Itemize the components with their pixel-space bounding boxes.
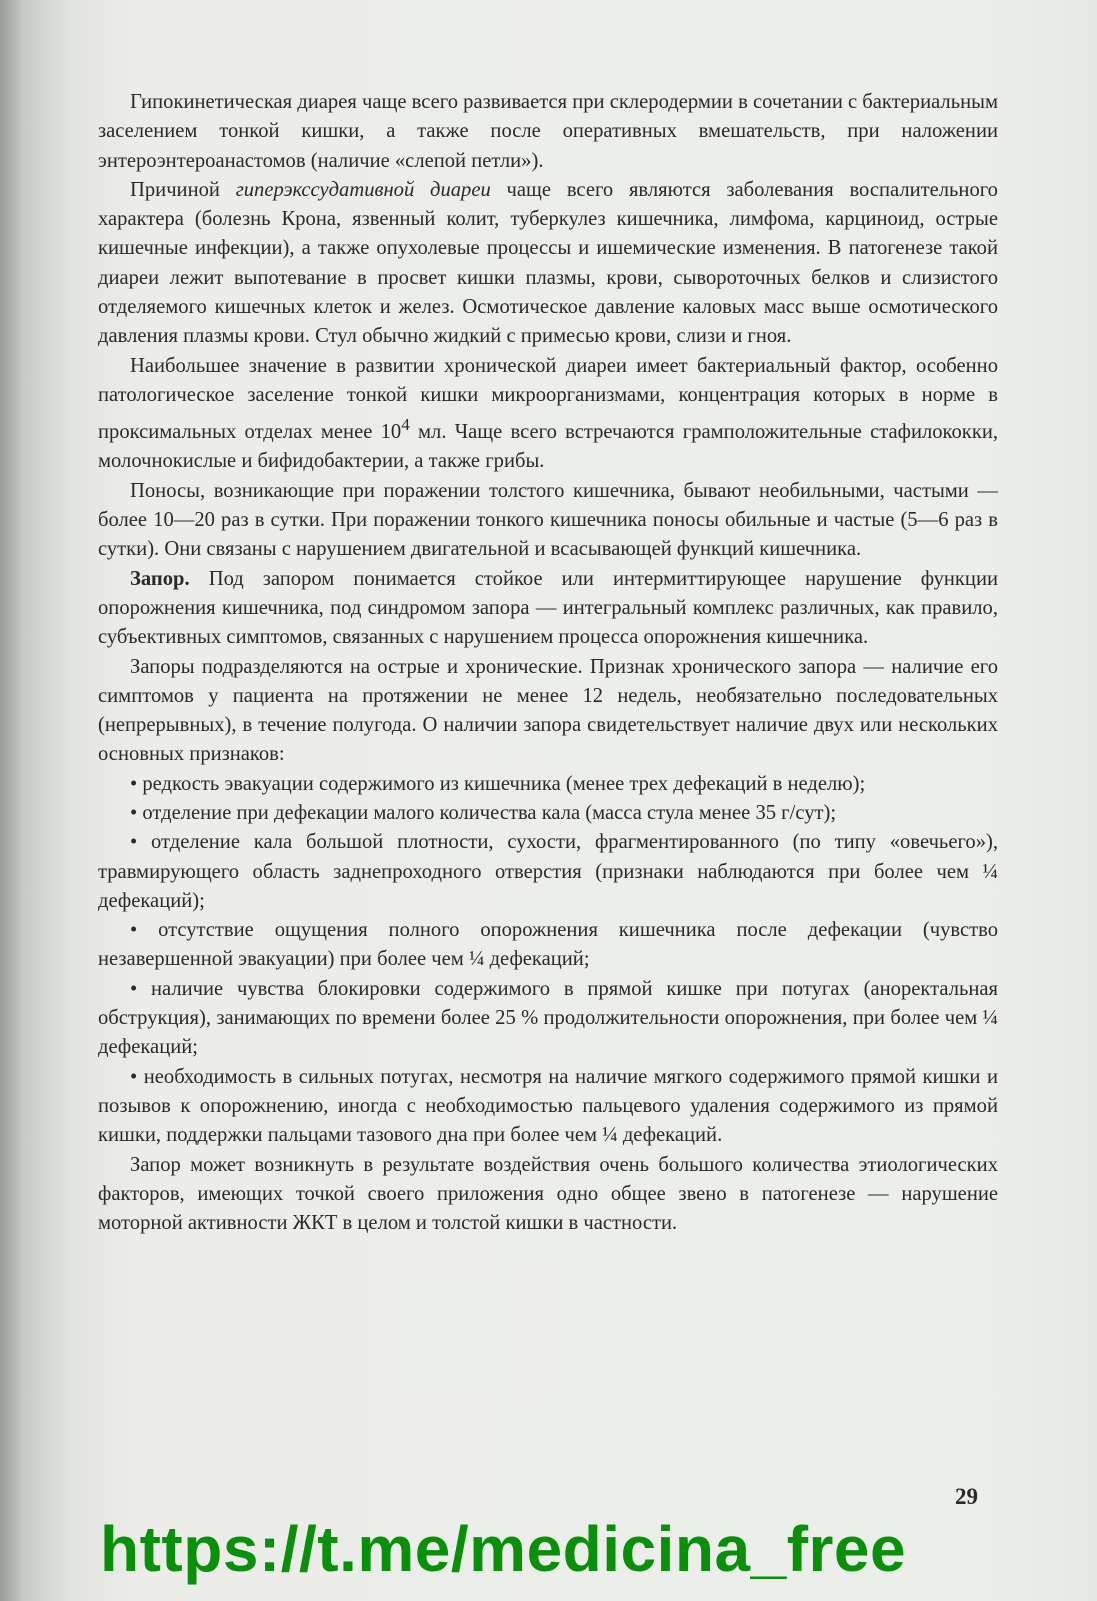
section-heading-constipation: Запор. — [130, 567, 190, 590]
paragraph-bacterial-factor — [98, 352, 998, 477]
paragraph-hyperexudative-start: Причиной — [130, 178, 236, 201]
list-item: • редкость эвакуации содержимого из кишечника (менее трех дефекаций в неделю); — [130, 772, 866, 795]
paragraph-constipation-classification: Запоры подразделяются на острые и хронические. Признак хронического запора — наличие его симптомов у пациента на протяжении не менее 12 недель, необязательно последовательных (непрерывных), в течение полугода. О наличии запора свидетельствует наличие двух или нескольких основных признаков: — [98, 655, 998, 766]
paragraph-hyperexudative-rest: чаще всего являются заболевания воспалительного характера (болезнь Крона, язвенный колит, туберкулез кишечника, лимфома, карциноид, острые кишечные инфекции), а также опухолевые процессы и ишемические изменения. В патогенезе такой диареи лежит выпотевание в просвет кишки плазмы, крови, сывороточных белков и слизистого отделяемого кишечных клеток и желез. Осмотическое давление каловых масс выше осмотического давления плазмы крови. Стул обычно жидкий с примесью крови, слизи и гноя. — [98, 178, 998, 348]
page-number: 29 — [955, 1484, 978, 1509]
list-item: • наличие чувства блокировки содержимого в прямой кишке при потугах (аноректальная обструкция), занимающих по времени более 25 % продолжительности опорожнения, при более чем ¼ дефекаций; — [98, 977, 998, 1059]
list-item: • отсутствие ощущения полного опорожнения кишечника после дефекации (чувство незавершенной эвакуации) при более чем ¼ дефекаций; — [98, 919, 998, 971]
paragraph-bacterial-start: Наибольшее значение в развитии хронической диареи имеет бактериальный фактор, особенно патологическое заселение тонкой кишки микроорганизмами, концентрация которых в норме в проксимальных отделах менее 10 — [98, 354, 998, 444]
paragraph-constipation-definition — [98, 565, 998, 653]
paragraph-diarrhea-types: Поносы, возникающие при поражении толстого кишечника, бывают необильными, частыми — более 10—20 раз в сутки. При поражении тонкого кишечника поносы обильные и частые (5—6 раз в сутки). Они связаны с нарушением двигательной и всасывающей функций кишечника. — [98, 479, 998, 561]
list-item: • отделение при дефекации малого количества кала (масса стула менее 35 г/сут); — [130, 801, 837, 824]
list-item: • отделение кала большой плотности, сухости, фрагментированного (по типу «овечьего»), травмирующего область заднепроходного отверстия (признаки наблюдаются при более чем ¼ дефекаций); — [98, 831, 998, 912]
exponent: 4 — [401, 415, 410, 435]
term-hyperexudative-diarrhea: гиперэкссудативной диареи — [235, 178, 491, 201]
watermark-link[interactable]: https://t.me/medicina_free — [100, 1513, 907, 1585]
list-item: • необходимость в сильных потугах, несмотря на наличие мягкого содержимого прямой кишки и позывов к опорожнению, иногда с необходимостью пальцевого удаления содержимого из прямой кишки, поддержки пальцами тазового дна при более чем ¼ дефекаций. — [98, 1065, 998, 1147]
body-text — [98, 88, 998, 1238]
paragraph-closing: Запор может возникнуть в результате воздействия очень большого количества этиологических факторов, имеющих точкой своего приложения одно общее звено в патогенезе — нарушение моторной активности ЖКТ в целом и толстой кишки в частности. — [98, 1153, 998, 1235]
paragraph-hypokinetic: Гипокинетическая диарея чаще всего развивается при склеродермии в сочетании с бактериальным заселением тонкой кишки, а также после оперативных вмешательств, при наложении энтероэнтероанастомов (наличие «слепой петли»). — [98, 91, 998, 172]
paragraph-constipation-rest: Под запором понимается стойкое или интермиттирующее нарушение функции опорожнения кишечника, под синдромом запора — интегральный комплекс различных, как правило, субъективных симптомов, связанных с нарушением процесса опорожнения кишечника. — [98, 567, 998, 649]
paragraph-bacterial-rest: мл. Чаще всего встречаются грамположительные стафилококки, молочнокислые и бифидобактерии, а также грибы. — [98, 421, 998, 473]
paragraph-hyperexudative — [98, 176, 998, 352]
